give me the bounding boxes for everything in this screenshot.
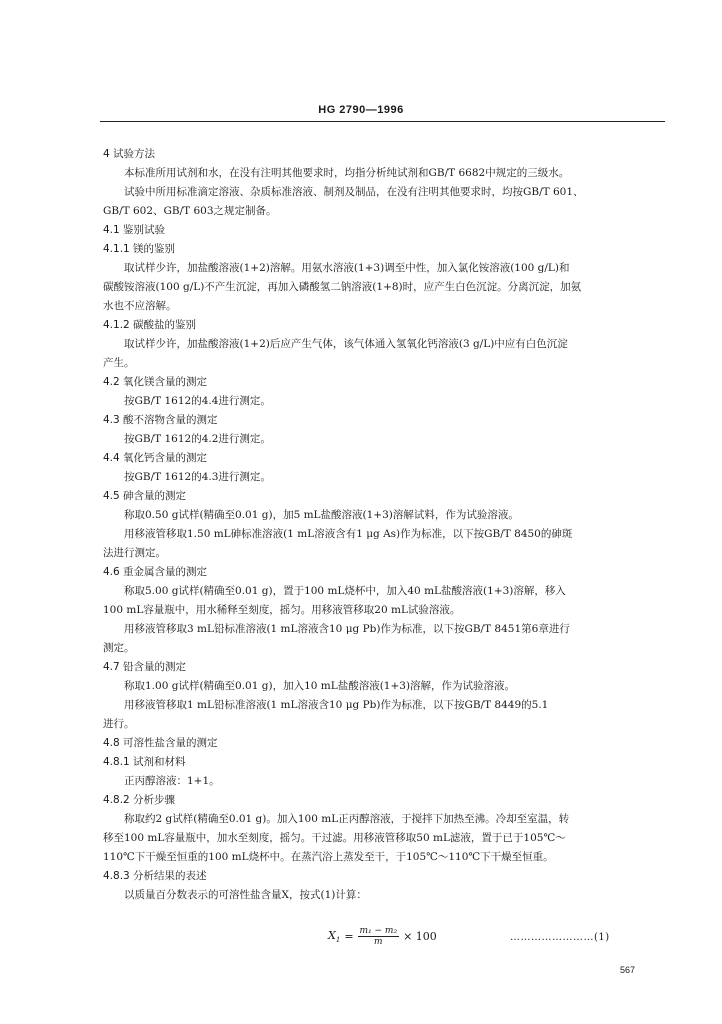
paragraph-line: 法进行测定。: [103, 547, 166, 559]
page-number: 567: [620, 965, 636, 975]
paragraph-line: 进行。: [103, 718, 135, 730]
paragraph-line: 称取约2 g试样(精确至0.01 g)。加入100 mL正丙醇溶液，于搅拌下加热至沸。冷却至室温，转: [124, 813, 570, 825]
formula-1: [100, 920, 665, 954]
paragraph-line: 碳酸铵溶液(100 g/L)不产生沉淀，再加入磷酸氢二钠溶液(1+8)时，应产生白色沉淀。分离沉淀，加氨: [103, 281, 582, 293]
section-heading: 4.2 氧化镁含量的测定: [103, 376, 208, 388]
paragraph-line: 用移液管移取1 mL铅标准溶液(1 mL溶液含10 μg Pb)作为标准，以下按GB/T 8449的5.1: [124, 699, 549, 711]
header-rule: [100, 121, 665, 122]
paragraph-line: 用移液管移取1.50 mL砷标准溶液(1 mL溶液含有1 μg As)作为标准，以下按GB/T 8450的砷斑: [124, 528, 573, 540]
paragraph-line: GB/T 602、GB/T 603之规定制备。: [103, 205, 277, 217]
paragraph-line: 正丙醇溶液：1+1。: [124, 775, 220, 787]
paragraph-line: 110℃下干燥至恒重的100 mL烧杯中。在蒸汽浴上蒸发至干，于105℃～110℃下干燥至恒重。: [103, 851, 554, 863]
section-heading: 4.1.1 镁的鉴别: [103, 243, 176, 255]
formula-expression: [328, 926, 437, 947]
paragraph-line: 水也不应溶解。: [103, 300, 177, 312]
paragraph-line: 100 mL容量瓶中，用水稀释至刻度，摇匀。用移液管移取20 mL试验溶液。: [103, 604, 461, 616]
paragraph-line: 以质量百分数表示的可溶性盐含量X，按式(1)计算：: [124, 889, 367, 901]
section-heading: 4 试验方法: [103, 148, 156, 160]
section-heading: 4.1.2 碳酸盐的鉴别: [103, 319, 197, 331]
section-heading: 4.7 铅含量的测定: [103, 661, 187, 673]
paragraph-line: 按GB/T 1612的4.4进行测定。: [124, 395, 271, 407]
formula-number: ……………………(1): [510, 932, 610, 943]
paragraph-line: 本标准所用试剂和水，在没有注明其他要求时，均指分析纯试剂和GB/T 6682中规定的三级水。: [124, 167, 570, 179]
document-header: HG 2790—1996: [318, 104, 404, 116]
document-body: [103, 145, 663, 905]
paragraph-line: 按GB/T 1612的4.2进行测定。: [124, 433, 271, 445]
paragraph-line: 测定。: [103, 642, 135, 654]
formula-lhs: $X_1$: [328, 928, 341, 945]
section-heading: 4.8.1 试剂和材料: [103, 756, 186, 768]
section-heading: 4.5 砷含量的测定: [103, 490, 187, 502]
paragraph-line: 移至100 mL容量瓶中，加水至刻度，摇匀。干过滤。用移液管移取50 mL滤液，置于已于105℃～: [103, 832, 566, 844]
paragraph-line: 产生。: [103, 357, 135, 369]
section-heading: 4.4 氧化钙含量的测定: [103, 452, 208, 464]
paragraph-line: 称取5.00 g试样(精确至0.01 g)，置于100 mL烧杯中，加入40 mL盐酸溶液(1+3)溶解，移入: [124, 585, 566, 597]
section-heading: 4.8.2 分析步骤: [103, 794, 176, 806]
section-heading: 4.8 可溶性盐含量的测定: [103, 737, 218, 749]
paragraph-line: 取试样少许，加盐酸溶液(1+2)后应产生气体，该气体通入氢氧化钙溶液(3 g/L)中应有白色沉淀: [124, 338, 568, 350]
paragraph-line: 称取1.00 g试样(精确至0.01 g)，加入10 mL盐酸溶液(1+3)溶解，作为试验溶液。: [124, 680, 516, 692]
paragraph-line: 称取0.50 g试样(精确至0.01 g)，加5 mL盐酸溶液(1+3)溶解试料，作为试验溶液。: [124, 509, 519, 521]
paragraph-line: 用移液管移取3 mL铅标准溶液(1 mL溶液含10 μg Pb)作为标准，以下按GB/T 8451第6章进行: [124, 623, 570, 635]
section-heading: 4.8.3 分析结果的表述: [103, 870, 207, 882]
section-heading: 4.3 酸不溶物含量的测定: [103, 414, 218, 426]
section-heading: 4.6 重金属含量的测定: [103, 566, 208, 578]
formula-denominator: m: [374, 937, 383, 947]
formula-numerator: m₁ − m₂: [359, 926, 398, 936]
paragraph-line: 试验中所用标准滴定溶液、杂质标准溶液、制剂及制品，在没有注明其他要求时，均按GB/T 601、: [124, 186, 584, 198]
equals-sign: =: [344, 930, 354, 943]
paragraph-line: 取试样少许，加盐酸溶液(1+2)溶解。用氨水溶液(1+3)调至中性，加入氯化铵溶液(100 g/L)和: [124, 262, 570, 274]
formula-times: × 100: [403, 930, 437, 943]
section-heading: 4.1 鉴别试验: [103, 224, 166, 236]
paragraph-line: 按GB/T 1612的4.3进行测定。: [124, 471, 271, 483]
formula-fraction: [358, 926, 400, 947]
